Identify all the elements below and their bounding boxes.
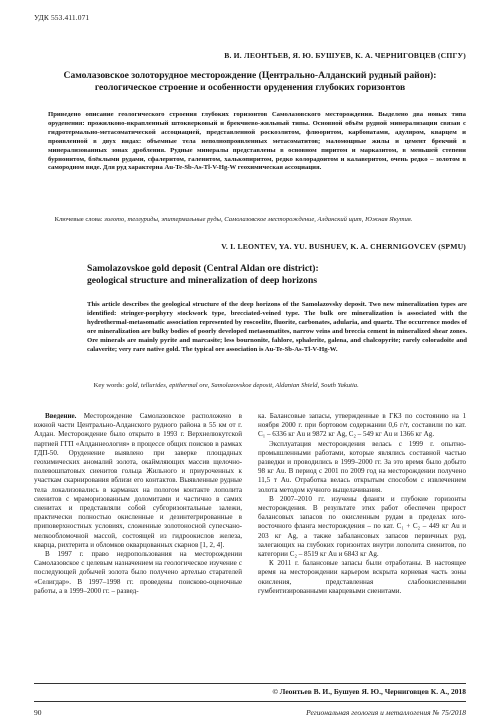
journal-name: Региональная геология и металлогения № 75/2018 bbox=[306, 708, 466, 717]
footer-rule-bottom bbox=[34, 701, 466, 702]
authors-english: V. I. LEONTEV, YA. YU. BUSHUEV, K. A. CHERNIGOVCEV (SPMU) bbox=[221, 242, 466, 251]
keywords-russian bbox=[48, 216, 466, 225]
paragraph-flanks: В 2007–2010 гг. изучены фланги и глубокие горизонты месторождения. В результате этих работ обеспечен прирост балансовых запасов по окисленным рудам в пределах юго-восточного фланга месторождения – по кат. C₁ + C₂ – 449 кг Au и 203 кг Ag, а также забалансовых запасов первичных руд, залегающих на глубоких горизонтах внутри лополита сиенитов, по категории C₂ – 8519 кг Au и 6843 кг Ag. bbox=[258, 494, 466, 559]
title-english-line-2: geological structure and mineralization of deep horizons bbox=[87, 275, 318, 286]
paragraph-introduction bbox=[34, 412, 242, 550]
title-english-line-1: Samolazovskoe gold deposit (Central Aldan ore district): bbox=[87, 263, 319, 274]
keywords-english bbox=[87, 382, 467, 391]
keywords-english-label: Key words: bbox=[93, 382, 125, 389]
page-number: 90 bbox=[34, 708, 42, 717]
paragraph-exploitation: Эксплуатация месторождения велась с 1999 г. опытно-промышленными работами, которые являлись составной частью разведки и проводились в 1999–2000 гг. За это время было добыто 98 кг Au. В период с 2001 по 2009 год на месторождении получено 11,5 т Au. Отработка велась открытым способом с извлечением золота методом кучного выщелачивания. bbox=[258, 439, 466, 494]
title-english bbox=[87, 263, 467, 287]
body-column-left bbox=[34, 412, 242, 596]
footer-rule-top bbox=[34, 683, 466, 684]
paragraph-introduction-text: Месторождение Самолазовское расположено в южной части Центрально-Алданского рудного района в 55 км от г. Алдан. Месторождение было открыто в 1993 г. Верхнелюкутской партией ГГП «Алданнеология» в процессе общих поисков в рамках ГДП-50. Оруденение выявлено при заверке площадных геохимических аномалий золота, окаймляющих массив щелочно-полевошпатовых сиенитов гольца Жильного и приуроченных к участкам скарнирования вблизи его контактов. Выявленные рудные тела локализовались в карманах на пологом контакте лополита сиенитов с мраморизованным доломитами и частично в самих сиенитах и представляли собой субгоризонтальные залежи, практически полностью окисленные и дезинтегрированные в приповерхностных условиях, сложенные золотоносной супесчано-мелкообломочной массой, состоящей из гидроокислов железа, кварца, рихтерита и обломков окварцованных скарнов [1, 2, 4]. bbox=[34, 412, 242, 549]
title-russian-line-2: геологическое строение и особенности оруденения глубоких горизонтов bbox=[94, 82, 406, 93]
keywords-english-text: gold, tellurides, epithermal ore, Samolazovskoe deposit, Aldanian Shield, South Yakutia. bbox=[125, 382, 359, 389]
title-russian bbox=[34, 70, 466, 94]
introduction-heading: Введение. bbox=[45, 412, 77, 420]
abstract-russian: Приведено описание геологического строения глубоких горизонтов Самолазовского месторождения. Выделено два новых типа оруденения: прожилково-вкрапленный штокверковый и брекчиево-жильный типы. Основной объём рудной минерализации связан с гидротермально-метасоматической ассоциацией, представленной роскоэлитом, флюоритом, карбонатами, адуляром, кварцем и проявленной в двух видах: объемные тела неполнопроявленных метасоматитов; маломощные жилы и цемент брекчий в минерализованных зонах дробления. Рудные минералы представлены в основном пиритом и марказитом, в меньшей степени бурнонитом, блёклыми рудами, сфалеритом, галенитом, халькопиритом, редко колорадоитом и калаверитом, очень редко – золотом в самородном виде. Для руд характерна Au-Te-Sb-As-Tl-V-Hg-W геохимическая ассоциация. bbox=[48, 111, 466, 172]
paragraph-reserves: ка. Балансовые запасы, утвержденные в ГКЗ по состоянию на 1 ноября 2000 г. при бортовом содержании 0,6 г/т, составили по кат. C₁ – 6336 кг Au и 9872 кг Ag, C₂ – 549 кг Au и 1366 кг Ag. bbox=[258, 412, 466, 439]
authors-russian: В. И. ЛЕОНТЬЕВ, Я. Ю. БУШУЕВ, К. А. ЧЕРНИГОВЦЕВ (СПГУ) bbox=[224, 51, 466, 60]
abstract-english: This article describes the geological structure of the deep horizons of the Samolazovsky deposit. Two new mineralization types are identified: stringer-porphyry stockwork type, brecciated-veined type. The bulk ore mineralization is associated with the hydrothermal-metasomatic association represented by roscoelite, fluorite, carbonates, adularia, and quartz. The occurrence modes of ore mineralization are bulky bodies of poorly developed metasomatites, narrow veins and breccia cement in mineralized shear zones. Ore minerals are mainly pyrite and marcasite; less bournonite, fahlore, sphalerite, galena, and chalcopyrite; rarely coloradoite and calaverite; very rare native gold. The typical ore association is Au-Te-Sb-As-Tl-V-Hg-W. bbox=[87, 301, 467, 353]
copyright-notice: © Леонтьев В. И., Бушуев Я. Ю., Черниговцев К. А., 2018 bbox=[272, 687, 466, 696]
paragraph-current-state: К 2011 г. балансовые запасы были отработаны. В настоящее время на месторождении карьером вскрыта корневая часть зоны окисления, представленная слабоокисленными гумбеитизированными кварцевыми сиенитами. bbox=[258, 559, 466, 595]
keywords-russian-text: золото, теллуриды, эпитермальные руды, Самолазовское месторождение, Алданский щит, Южная Якутия. bbox=[104, 216, 413, 223]
udc-code: УДК 553.411.071 bbox=[34, 13, 90, 22]
keywords-russian-label: Ключевые слова: bbox=[54, 216, 103, 223]
paragraph-license: В 1997 г. право недропользования на месторождении Самолазовское с целевым назначением на геологическое изучение с последующей добычей золота было получено артелью старателей «Селигдар». В 1997–1998 гг. проведены поисково-оценочные работы, а в 1999–2000 гг. – развед- bbox=[34, 550, 242, 595]
title-russian-line-1: Самолазовское золоторудное месторождение (Центрально-Алданский рудный район): bbox=[63, 70, 437, 81]
body-column-right bbox=[258, 412, 466, 596]
